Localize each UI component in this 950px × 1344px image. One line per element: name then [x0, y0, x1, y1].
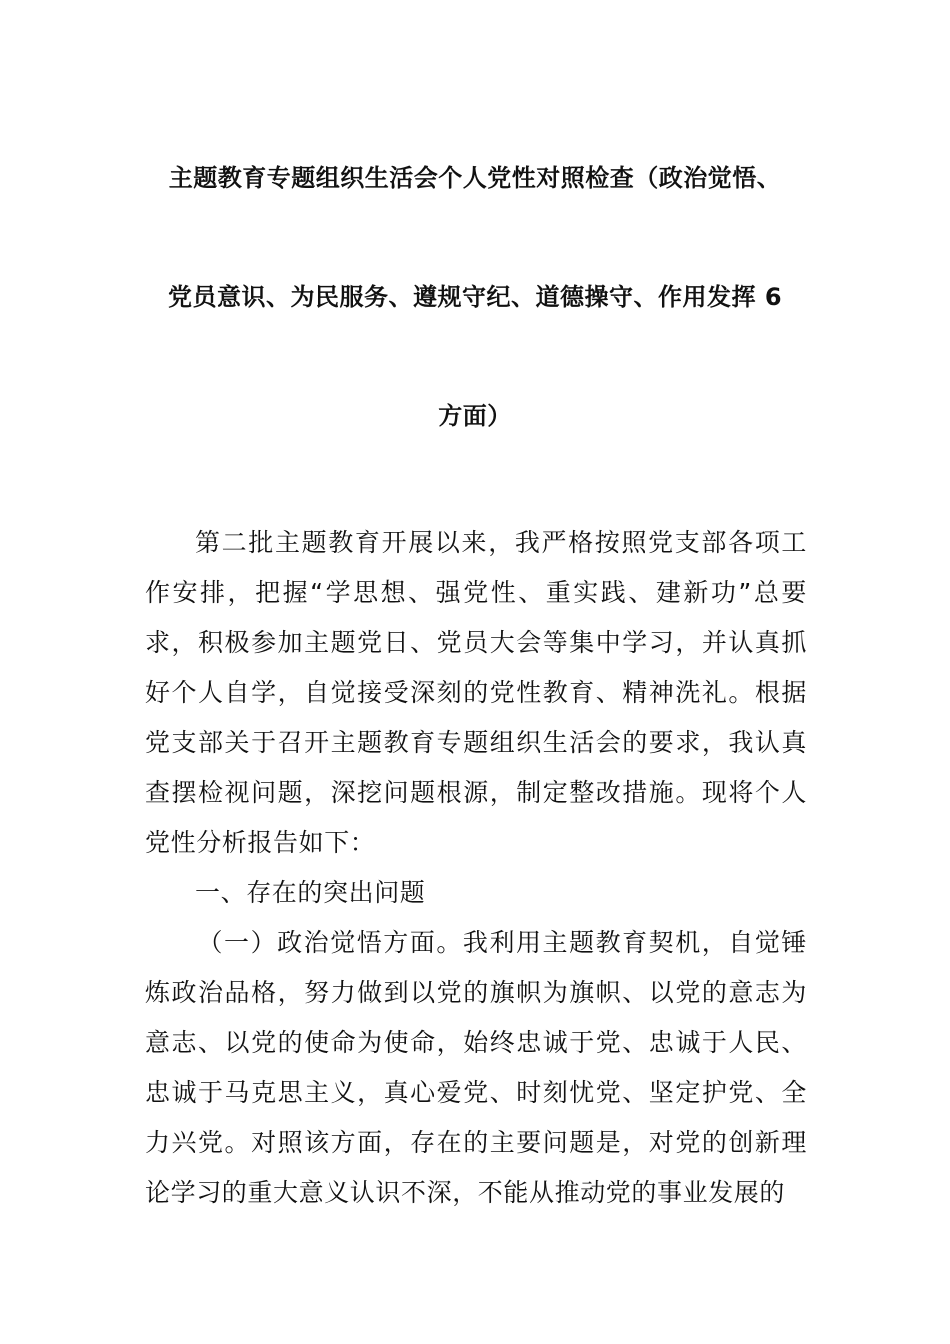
subsection-paragraph-1: （一）政治觉悟方面。我利用主题教育契机，自觉锤炼政治品格，努力做到以党的旗帜为旗帜、以党的意志为意志、以党的使命为使命，始终忠诚于党、忠诚于人民、忠诚于马克思主义，真心爱党、时刻忧党、坚定护党、全力兴党。对照该方面，存在的主要问题是，对党的创新理论学习的重大意义认识不深，不能从推动党的事业发展的: [145, 928, 807, 1207]
document-title-line-2: 党员意识、为民服务、遵规守纪、道德操守、作用发挥 6: [167, 283, 783, 311]
document-title-line-3: 方面）: [438, 402, 512, 430]
intro-paragraph: 第二批主题教育开展以来，我严格按照党支部各项工作安排，把握“学思想、强党性、重实践、建新功”总要求，积极参加主题党日、党员大会等集中学习，并认真抓好个人自学，自觉接受深刻的党性教育、精神洗礼。根据党支部关于召开主题教育专题组织生活会的要求，我认真查摆检视问题，深挖问题根源，制定整改措施。现将个人党性分析报告如下：: [145, 528, 807, 857]
document-body: [145, 518, 807, 1218]
section-heading-1: 一、存在的突出问题: [195, 878, 426, 907]
document-title-line-1: 主题教育专题组织生活会个人党性对照检查（政治觉悟、: [168, 164, 782, 192]
